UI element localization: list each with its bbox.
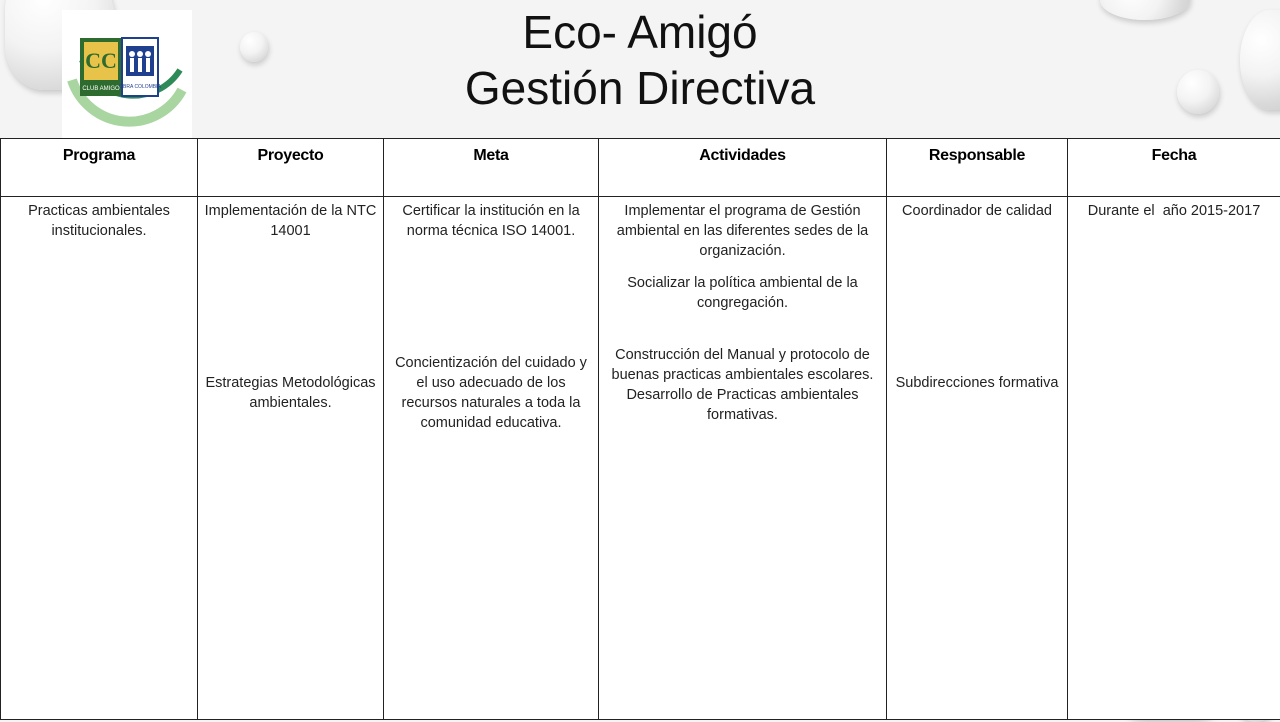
responsable-1-text: Coordinador de calidad [893,201,1061,221]
cell-proyecto [198,197,384,720]
management-plan-table [0,138,1280,720]
cell-fecha [1068,197,1280,720]
page-title [0,4,1280,116]
title-line-2: Gestión Directiva [0,60,1280,116]
programa-text: Practicas ambientales institucionales. [7,201,191,241]
proyecto-2-text: Estrategias Metodológicas ambientales. [204,373,377,413]
actividades-3-text: Construcción del Manual y protocolo de buenas practicas ambientales escolares. [605,345,880,385]
header-meta: Meta [384,139,599,197]
meta-1-text: Certificar la institución en la norma técnica ISO 14001. [390,201,592,241]
meta-2-text: Concientización del cuidado y el uso adecuado de los recursos naturales a toda la comunidad educativa. [390,353,592,433]
cell-actividades [599,197,887,720]
cell-programa [1,197,198,720]
fecha-text: Durante el año 2015-2017 [1074,201,1274,221]
header-responsable: Responsable [887,139,1068,197]
header-proyecto: Proyecto [198,139,384,197]
table-row [1,197,1280,720]
header-actividades: Actividades [599,139,887,197]
logo-emblem-icon [62,10,192,138]
cell-responsable [887,197,1068,720]
actividades-4-text: Desarrollo de Practicas ambientales formativas. [605,385,880,425]
logo-left-label: CLUB AMIGO [82,86,120,92]
svg-text:CC: CC [85,48,117,73]
header-fecha: Fecha [1068,139,1280,197]
table-header-row [1,139,1280,197]
header-programa: Programa [1,139,198,197]
cell-meta [384,197,599,720]
actividades-2-text: Socializar la política ambiental de la congregación. [605,273,880,313]
responsable-2-text: Subdirecciones formativa [893,373,1061,393]
title-line-1: Eco- Amigó [0,4,1280,60]
proyecto-1-text: Implementación de la NTC 14001 [204,201,377,241]
actividades-1-text: Implementar el programa de Gestión ambiental en las diferentes sedes de la organización. [605,201,880,261]
institution-logo [62,10,192,138]
logo-right-label: OBRA COLOMBIA [119,84,161,90]
